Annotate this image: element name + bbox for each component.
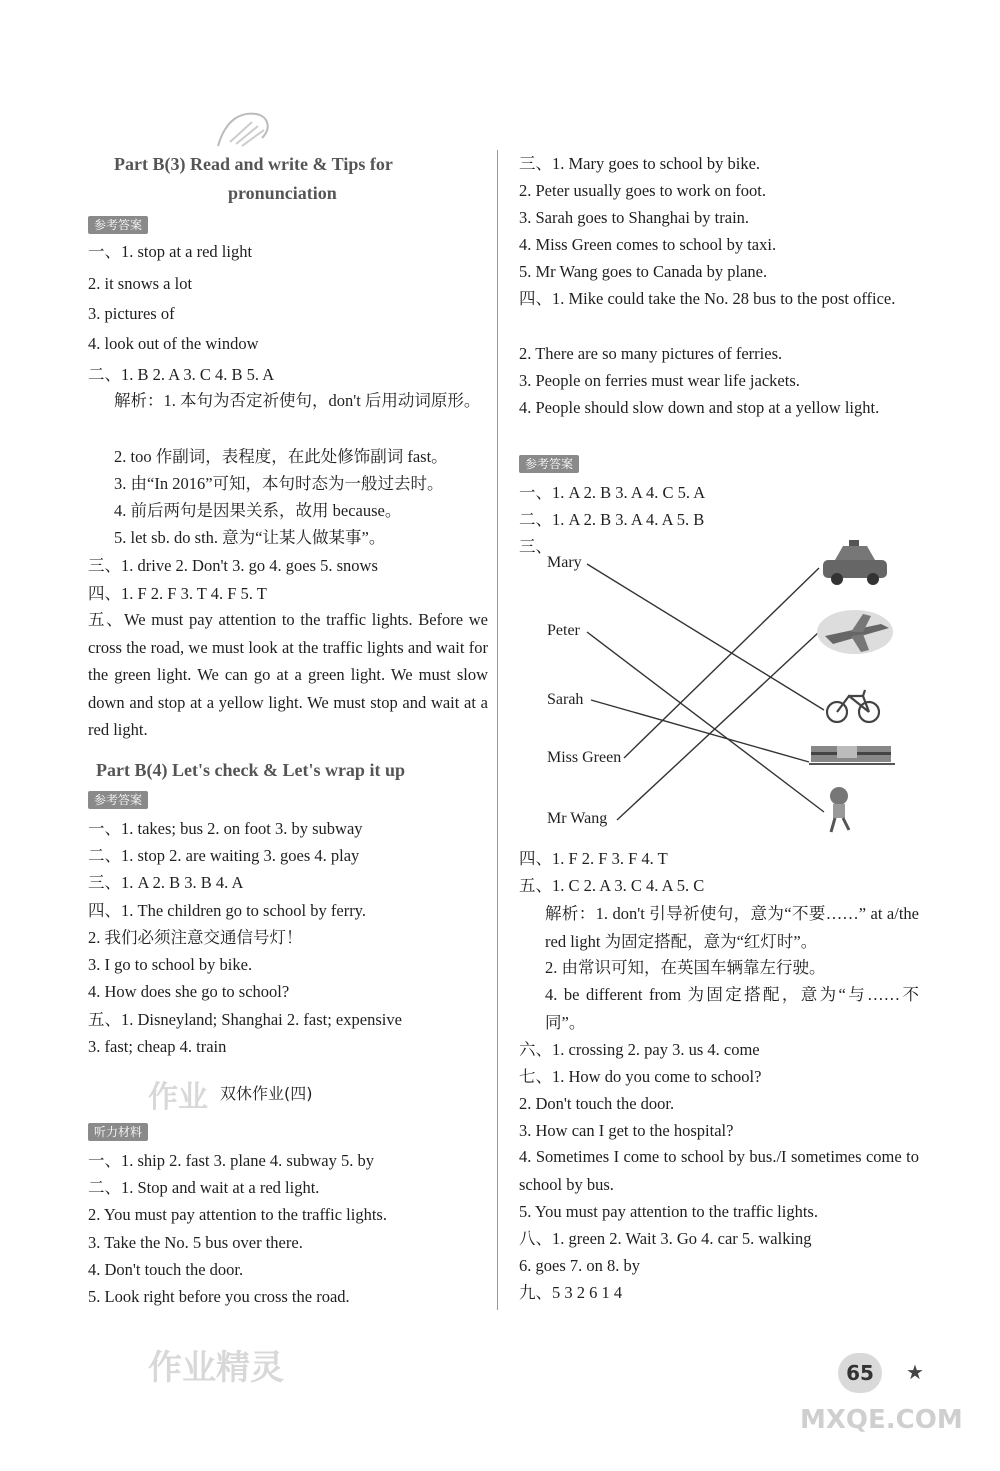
answer-line: 2. Peter usually goes to work on foot. xyxy=(519,181,767,200)
answer-line: 一、1. stop at a red light xyxy=(88,242,253,261)
match-line-mary-bike xyxy=(587,564,824,710)
match-name-mr-wang: Mr Wang xyxy=(547,810,608,827)
walking-boy-icon xyxy=(830,787,849,832)
bike-icon xyxy=(827,690,879,722)
answer-line: 四、1. F 2. F 3. T 4. F 5. T xyxy=(88,584,267,603)
answer-line: 一、1. ship 2. fast 3. plane 4. subway 5. by xyxy=(88,1151,374,1170)
answer-line: 4. Miss Green comes to school by taxi. xyxy=(519,235,777,254)
answer-line: 4. look out of the window xyxy=(88,334,259,353)
explanation-line: 4. 前后两句是因果关系，故用 because。 xyxy=(114,501,402,520)
answer-line: 5. Mr Wang goes to Canada by plane. xyxy=(519,262,768,281)
holiday-homework-title: 双休作业(四) xyxy=(220,1084,313,1103)
answer-line: 3. I go to school by bike. xyxy=(88,955,253,974)
answer-line: 3. How can I get to the hospital? xyxy=(519,1121,734,1140)
section-heading-b3: Part B(3) Read and write & Tips for xyxy=(114,154,393,174)
answer-line: 5. You must pay attention to the traffic lights. xyxy=(519,1202,818,1221)
faded-watermark: 作业 xyxy=(148,1080,208,1115)
matching-diagram xyxy=(519,540,919,840)
match-name-mary: Mary xyxy=(547,554,582,571)
answer-line: 3. Take the No. 5 bus over there. xyxy=(88,1233,303,1252)
answer-paragraph: 四、1. Mike could take the No. 28 bus to the post office. xyxy=(519,289,896,308)
site-watermark: MXQE.COM xyxy=(800,1405,963,1435)
answer-paragraph: 4. Sometimes I come to school by bus./I sometimes come to school by bus. xyxy=(519,1147,919,1194)
answer-line: 三、1. drive 2. Don't 3. go 4. goes 5. snows xyxy=(88,556,378,575)
plane-icon xyxy=(817,610,893,654)
match-line-peter-foot xyxy=(587,632,824,812)
answer-badge: 参考答案 xyxy=(88,216,148,234)
answer-line: 八、1. green 2. Wait 3. Go 4. car 5. walking xyxy=(519,1229,812,1248)
answer-line: 3. fast; cheap 4. train xyxy=(88,1037,227,1056)
answer-line: 二、1. A 2. B 3. A 4. A 5. B xyxy=(519,510,705,529)
explanation-line: 5. let sb. do sth. 意为“让某人做某事”。 xyxy=(114,528,386,547)
answer-line: 七、1. How do you come to school? xyxy=(519,1067,762,1086)
answer-line: 二、1. Stop and wait at a red light. xyxy=(88,1178,320,1197)
match-line-green-taxi xyxy=(624,568,819,758)
explanation-line: 2. too 作副词，表程度，在此处修饰副词 fast。 xyxy=(114,447,448,466)
answer-line: 2. There are so many pictures of ferries. xyxy=(519,344,783,363)
explanation-line: 解析：1. 本句为否定祈使句，don't 后用动词原形。 xyxy=(114,391,481,410)
train-icon xyxy=(809,746,895,765)
answer-line: 三、1. Mary goes to school by bike. xyxy=(519,154,761,173)
answer-line: 三、1. A 2. B 3. B 4. A xyxy=(88,873,244,892)
section-heading-b3-cont: pronunciation xyxy=(228,183,337,203)
answer-line: 4. Don't touch the door. xyxy=(88,1260,244,1279)
answer-line: 3. Sarah goes to Shanghai by train. xyxy=(519,208,750,227)
answer-line: 一、1. takes; bus 2. on foot 3. by subway xyxy=(88,819,363,838)
explanation-line: 解析：1. don't 引导祈使句，意为“不要……” at a/the red light 为固定搭配，意为“红灯时”。 xyxy=(545,904,919,951)
section-heading-b4: Part B(4) Let's check & Let's wrap it up xyxy=(96,760,405,780)
match-name-sarah: Sarah xyxy=(547,691,584,708)
answer-paragraph: 五、We must pay attention to the traffic lights. Before we cross the road, we must look at the traffic lights and wait for the green light. We can go at a green light. We must slow down and stop at a yellow light. We must stop and wait at a red light. xyxy=(88,610,488,739)
answer-line: 六、1. crossing 2. pay 3. us 4. come xyxy=(519,1040,760,1059)
faded-watermark-bottom: 作业精灵 xyxy=(148,1348,284,1388)
match-name-peter: Peter xyxy=(547,622,580,639)
page-number: 65 xyxy=(838,1353,882,1393)
match-line-sarah-train xyxy=(591,700,809,762)
column-divider xyxy=(497,150,498,1310)
answer-line: 一、1. A 2. B 3. A 4. C 5. A xyxy=(519,483,706,502)
taxi-icon xyxy=(823,540,887,585)
answer-line: 5. Look right before you cross the road. xyxy=(88,1287,350,1306)
listening-badge: 听力材料 xyxy=(88,1123,148,1141)
answer-line: 四、1. F 2. F 3. F 4. T xyxy=(519,849,668,868)
explanation-line: 2. 由常识可知，在英国车辆靠左行驶。 xyxy=(545,958,826,977)
match-name-miss-green: Miss Green xyxy=(547,749,622,766)
answer-line: 九、5 3 2 6 1 4 xyxy=(519,1283,623,1302)
answer-line: 五、1. C 2. A 3. C 4. A 5. C xyxy=(519,876,705,895)
answer-line: 二、1. stop 2. are waiting 3. goes 4. play xyxy=(88,846,360,865)
answer-line: 2. You must pay attention to the traffic lights. xyxy=(88,1205,387,1224)
star-icon: ★ xyxy=(906,1362,924,1384)
answer-line: 3. People on ferries must wear life jackets. xyxy=(519,371,800,390)
answer-line: 4. How does she go to school? xyxy=(88,982,290,1001)
answer-line: 2. Don't touch the door. xyxy=(519,1094,675,1113)
explanation-line: 3. 由“In 2016”可知，本句时态为一般过去时。 xyxy=(114,474,444,493)
answer-line: 3. pictures of xyxy=(88,304,175,323)
answer-badge: 参考答案 xyxy=(519,455,579,473)
answer-line: 三、 xyxy=(519,537,552,556)
answer-badge: 参考答案 xyxy=(88,791,148,809)
decorative-swirl-icon xyxy=(212,108,276,152)
match-line-wang-plane xyxy=(617,632,819,820)
explanation-line: 4. be different from 为固定搭配，意为“与……不同”。 xyxy=(545,985,919,1032)
answer-line: 2. it snows a lot xyxy=(88,274,193,293)
answer-line: 四、1. The children go to school by ferry. xyxy=(88,901,366,920)
answer-line: 6. goes 7. on 8. by xyxy=(519,1256,640,1275)
answer-line: 2. 我们必须注意交通信号灯！ xyxy=(88,928,303,947)
answer-line: 五、1. Disneyland; Shanghai 2. fast; expensive xyxy=(88,1010,402,1029)
answer-line: 二、1. B 2. A 3. C 4. B 5. A xyxy=(88,365,275,384)
matching-lines xyxy=(519,540,919,840)
answer-paragraph: 4. People should slow down and stop at a yellow light. xyxy=(519,398,880,417)
